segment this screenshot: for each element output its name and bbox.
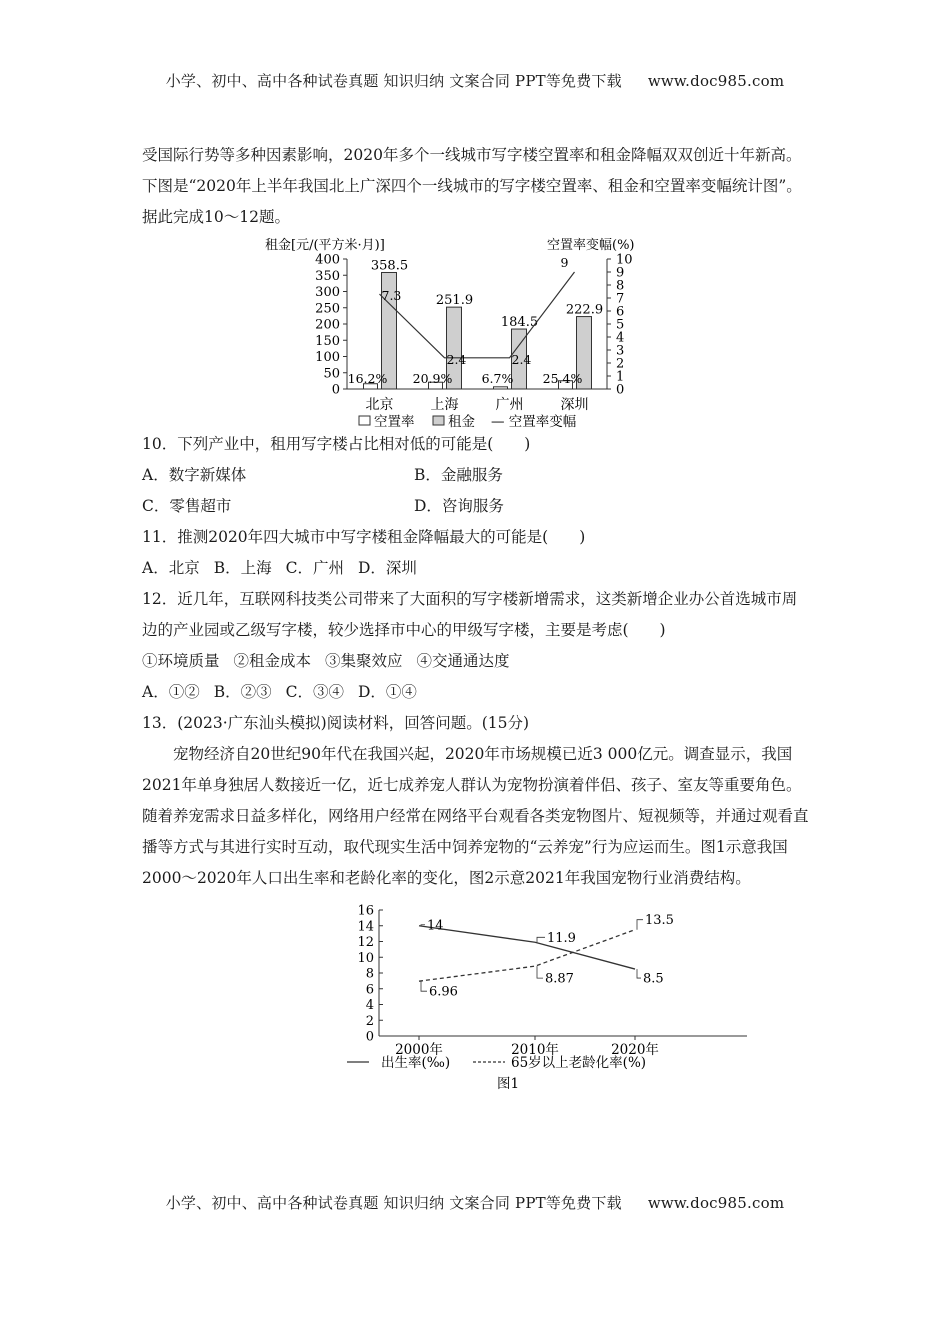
q12-stem: 12．近几年，互联网科技类公司带来了大面积的写字楼新增需求，这类新增企业办公首选城市周边的产业园或乙级写字楼，较少选择市中心的甲级写字楼，主要是考虑( ) <box>142 590 798 639</box>
category-labels <box>366 397 589 413</box>
q12-factors <box>142 646 810 677</box>
vacancy-change-line <box>380 272 575 358</box>
q12-option-b[interactable]: B．②③ <box>213 683 272 701</box>
left-tick-label: 350 <box>315 268 340 284</box>
q10-options-row1 <box>142 460 810 491</box>
office-vacancy-chart <box>265 237 655 429</box>
vacancy-value-label: 6.7% <box>481 371 514 386</box>
y-tick-label: 12 <box>357 935 374 950</box>
q12-option-a[interactable]: A．①② <box>142 683 200 701</box>
change-value-label: 2.4 <box>446 351 467 367</box>
legend-swatch-vacancy <box>359 416 370 425</box>
rent-value-label: 358.5 <box>370 258 409 274</box>
right-tick-label: 0 <box>616 382 625 398</box>
right-tick-label: 6 <box>616 304 625 320</box>
legend-change: — 空置率变幅 <box>491 414 577 429</box>
y-tick-label: 10 <box>357 950 374 966</box>
q12-factor-3: ③集聚效应 <box>325 652 403 670</box>
category-label: 广州 <box>495 397 524 413</box>
legend-vacancy: 空置率 <box>374 414 415 429</box>
q11-option-b[interactable]: B．上海 <box>213 559 272 577</box>
right-tick-label: 8 <box>616 278 625 294</box>
birth-label-leader <box>637 969 641 978</box>
x-tick-label: 2010年 <box>511 1042 559 1058</box>
right-axis-ticks <box>607 253 633 398</box>
figure-caption: 图1 <box>497 1076 520 1092</box>
q13-material: 宠物经济自20世纪90年代在我国兴起，2020年市场规模已近3 000亿元。调查显示，我国2021年单身独居人数接近一亿，近七成养宠人群认为宠物扮演着伴侣、孩子、室友等重要角色。随着养宠需求日益多样化，网络用户经常在网络平台观看各类宠物图片、短视频等，并通过观看直播等方式与其进行实时互动，取代现实生活中饲养宠物的“云养宠”行为应运而生。图1示意我国2000～2020年人口出生率和老龄化率的变化，图2示意2021年我国宠物行业消费结构。 <box>142 745 809 887</box>
birth-value-label: 11.9 <box>547 930 576 946</box>
header-site[interactable]: www.doc985.com <box>647 72 785 90</box>
right-tick-label: 5 <box>616 317 625 333</box>
change-value-label: 7.3 <box>381 288 402 304</box>
q11-option-d[interactable]: D．深圳 <box>357 559 417 577</box>
x-tick-label: 2020年 <box>611 1042 659 1058</box>
right-axis-label: 空置率变幅(%) <box>547 238 635 253</box>
q12-option-c[interactable]: C．③④ <box>285 683 344 701</box>
right-tick-label: 7 <box>616 291 625 307</box>
q10-option-a[interactable]: A．数字新媒体 <box>142 466 247 484</box>
chart-marks <box>419 913 674 1000</box>
right-tick-label: 4 <box>616 330 625 346</box>
chart-marks <box>348 255 603 389</box>
birth-aging-chart <box>347 904 777 1096</box>
category-label: 北京 <box>365 397 394 413</box>
left-tick-label: 300 <box>315 285 340 300</box>
left-tick-label: 150 <box>315 333 340 349</box>
left-axis-ticks <box>315 253 347 398</box>
left-axis-label: 租金[元/(平方米·月)] <box>265 238 385 253</box>
q12-factor-4: ④交通通达度 <box>416 652 510 670</box>
right-tick-label: 1 <box>616 369 625 385</box>
q10-options-row2 <box>142 491 810 522</box>
rent-value-label: 251.9 <box>435 293 474 309</box>
aging-value-label: 6.96 <box>429 984 458 1000</box>
left-tick-label: 250 <box>315 301 340 317</box>
y-tick-label: 16 <box>357 904 374 919</box>
q10-option-d[interactable]: D．咨询服务 <box>414 497 504 515</box>
q12-factor-2: ②租金成本 <box>233 652 312 670</box>
q10-option-b[interactable]: B．金融服务 <box>414 466 503 484</box>
footer-site[interactable]: www.doc985.com <box>647 1194 785 1212</box>
legend-birth-rate: 出生率(‰) <box>381 1055 451 1071</box>
x-tick-label: 2000年 <box>395 1042 443 1058</box>
rent-value-label: 184.5 <box>500 315 539 331</box>
left-tick-label: 0 <box>331 382 340 398</box>
aging-value-label: 13.5 <box>645 913 674 929</box>
q11-stem: 11．推测2020年四大城市中写字楼租金降幅最大的可能是( ) <box>142 528 586 546</box>
intro-paragraph: 受国际行势等多种因素影响，2020年多个一线城市写字楼空置率和租金降幅双双创近十年新高。下图是“2020年上半年我国北上广深四个一线城市的写字楼空置率、租金和空置率变幅统计图”。据此完成10～12题。 <box>142 146 802 226</box>
birth-rate-line <box>419 926 635 969</box>
aging-rate-line <box>419 930 635 982</box>
q10-stem: 10．下列产业中，租用写字楼占比相对低的可能是( ) <box>142 435 531 453</box>
vacancy-value-label: 16.2% <box>347 371 388 386</box>
category-label: 深圳 <box>560 397 589 413</box>
left-tick-label: 200 <box>315 317 340 333</box>
q11-options <box>142 553 810 584</box>
page-header <box>0 70 950 91</box>
chart-legend <box>347 1054 646 1071</box>
q10-option-c[interactable]: C．零售超市 <box>142 497 232 515</box>
legend-rent: 租金 <box>448 414 475 429</box>
chart-legend <box>359 413 577 429</box>
aging-label-leader <box>421 981 427 991</box>
right-tick-label: 2 <box>616 356 625 372</box>
y-tick-label: 0 <box>365 1029 374 1045</box>
change-value-label: 9 <box>560 255 569 270</box>
legend-swatch-rent <box>433 416 444 425</box>
left-tick-label: 100 <box>315 350 340 365</box>
y-tick-label: 6 <box>365 982 374 998</box>
q11-option-a[interactable]: A．北京 <box>142 559 200 577</box>
q12-factor-1: ①环境质量 <box>142 652 220 670</box>
birth-value-label: 8.5 <box>643 971 664 987</box>
vacancy-value-label: 20.9% <box>412 371 453 386</box>
change-value-label: 2.4 <box>511 351 532 367</box>
q11-option-c[interactable]: C．广州 <box>285 559 344 577</box>
rent-value-label: 222.9 <box>565 302 604 318</box>
birth-value-label: 14 <box>427 918 444 934</box>
y-tick-label: 8 <box>365 966 374 982</box>
q13-stem: 13．(2023·广东汕头模拟)阅读材料，回答问题。(15分) <box>142 714 530 732</box>
right-tick-label: 9 <box>616 265 625 281</box>
aging-value-label: 8.87 <box>545 971 574 987</box>
page-footer <box>0 1192 950 1213</box>
q12-options <box>142 677 810 708</box>
y-tick-label: 2 <box>365 1013 374 1029</box>
page-content <box>142 140 810 1096</box>
birth-label-leader <box>537 937 545 942</box>
right-tick-label: 10 <box>616 252 633 268</box>
aging-label-leader <box>637 920 643 930</box>
left-tick-label: 400 <box>315 252 340 268</box>
aging-label-leader <box>537 966 543 978</box>
q12-option-d[interactable]: D．①④ <box>357 683 417 701</box>
header-text: 小学、初中、高中各种试卷真题 知识归纳 文案合同 PPT等免费下载 <box>165 72 622 90</box>
y-tick-label: 4 <box>365 998 374 1013</box>
footer-text: 小学、初中、高中各种试卷真题 知识归纳 文案合同 PPT等免费下载 <box>165 1194 622 1212</box>
right-tick-label: 3 <box>616 343 625 359</box>
vacancy-bar <box>494 387 508 389</box>
left-tick-label: 50 <box>323 366 340 382</box>
category-label: 上海 <box>430 397 459 413</box>
vacancy-value-label: 25.4% <box>542 371 583 386</box>
legend-aging-rate: 65岁以上老龄化率(%) <box>511 1055 647 1071</box>
y-tick-label: 14 <box>357 919 374 935</box>
